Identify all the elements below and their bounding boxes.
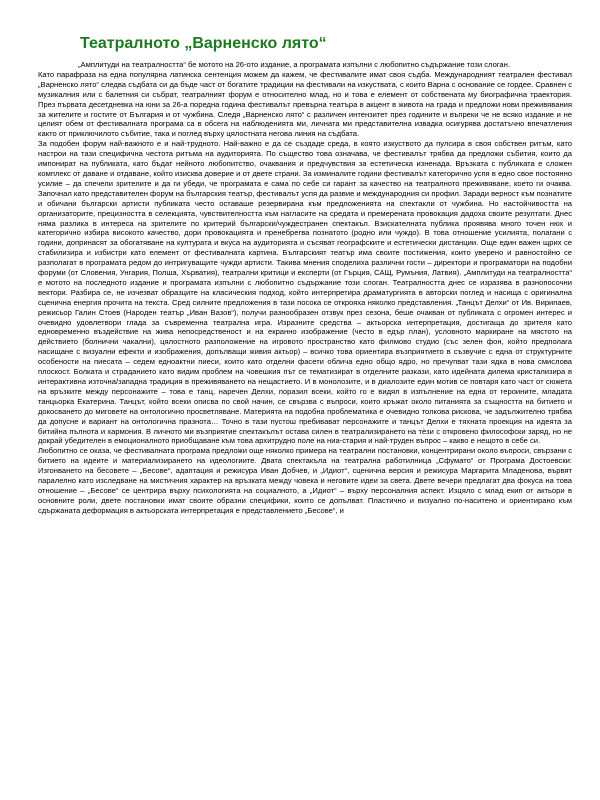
- article-body: [38, 60, 572, 516]
- article-title: Театралното „Варненско лято“: [80, 35, 327, 52]
- article-paragraph: „Амплитуди на театралността“ бе мотото на 26-ото издание, а програмата изпълни с любопитно съдържание този слоган.: [78, 60, 510, 69]
- article-paragraph: За подобен форум най-важното е и най-трудното. Най-важно е да се създаде среда, в която изкуството да пулсира в своя собствен ритъм, като настрои на тази специфична честота ритъма на аудиторията. По същество това означава, че фестивалът трябва да предложи събития, които да импонират на публиката, като бъдат нейното любопитство, очаквания и предчувствия за естетическа изненада. Връзката с публиката е сложен комплекс от даване и отдаване, който изисква доверие и от двете страни. За изминалите години фестивалът категорично успя в едно свое постоянно усилие – да спечели зрителите и да ги убеди, че програмата е сама по себе си гарант за качество на театралното преживяване, което ги очаква. Започнал като представителен форум на българския театър, фестивалът успя да развие и международния си профил. Заради верност към познатите и обичани български артисти публиката често оставаше резервирана към предложенията на спектакли от чужбина. Но настойчивостта на организаторите, прецизността в селекцията, чувствителността към нагласите на средата и премерената провокация дадоха своите резултати. Днес няма разлика в интереса на зрителите по критерий български/чуждестранен спектакъл. Взискателната публика проявява много точен нюх и категорично избира високото качество, дори провокацията и пренебрегва познатото (родно или чуждо). В това отношение усилията, полагани с години, допринасят за обогатяване на културата и вкуса на аудиторията и съсяват географските и естетически дистанции. Още един важен щрих се стабилизира и избистри като елемент от фестивалната картина. Българският театър има своите постижения, които уверено и равностойно се разполагат в програмата редом до интригуващите чужди артисти. Такива мнения споделиха различни гости – директори и програматори на подобни форуми (от Словения, Унгария, Полша, Хърватия), театрални критици и експерти (от Гърция, САЩ, Румъния, Латвия). „Амплитуди на театралността“ е мотото на последното издание и програмата изпълни с любопитно съдържание този слоган. Театралността днес се изразява в разнопосочни вектори. Разбира се, не изчезват образците на класическия подход, който интерпретира драматургията в авторски поглед и насища с оригинална сценична енергия прочита на текста. Сред силните предложения в тази посока се открояха няколко представления. „Танцът Делхи“ от Ив. Вирипаев, режисьор Галин Стоев (Народен театър „Иван Вазов“), получи разнообразен отзвук през сезона, беше очакван от публиката с огромен интерес и очевидно удовлетвори глада за съвременна театрална игра. Изразните средства – актьорска интерпретация, достигаща до зрителя като едновременно въздействие на жива непосредственост и на екранно изображение (често в едър план), условното маркиране на мястото на действието (болнични чакални), цялостното разположение на игровото пространство като филмово студио (със зелен фон, който предполага насищане с визуални ефекти и изображения, допълващи живия актьор) – всичко това ориентира възприятието в съзвучие с една от структурните особености на пиесата – седем едноактни пиеси, които като отделни фасети облича едно общо ядро, но пречупват тази ядка в нова смислова плоскост. Болката и страданието като видим проблем на човешкия път се тематизират в отделните разкази, като идейната дилема кристализира в интерактивна източна/западна традиция в преживяването на нещастието. И в монолозите, и в диалозите един мотив се повтаря като част от сюжета на връзките между персонажите – това е танц, наречен Делхи, поразил всеки, който го е видял в изпълнение на една от героините, младата танцьорка Екатерина. Танцът, който всеки описва по свой начин, се свързва с въпроси, които кръжат около питанията за същността на битието и докосването до миговете на онтологично просветляване. Материята на подобна проблематика е очевидно толкова рискова, че задължително трябва да допусне и вариант на онтологична празнота… Точно в тази пустош пребивават персонажите и танцът Делхи е тяхната проекция на идеята за битийна пълнота и хармония. В личното ми възприятие спектакълът остава силен в театрализирането на тѐзи с откровено философски заряд, но не докрай убедителен в емоционалното приобщаване към това архитрудно поле на ниа-стария и най-труден въпрос – какво е нещото в себе си.: [38, 139, 573, 446]
- article-paragraph: Като парафраза на една популярна латинска сентенция можем да кажем, че фестивалите имат своя съдба. Международният театрален фестивал „Варненско лято“ следва съдбата си да бъде част от богатите традиции на фестивали на изкуствата, с които Варна с основание се гордее. Сравнен с музикалния или с балетния си събрат, театралният форум е относително млад, но и това е елемент от собствената му биографична траектория. През първата десетдневка на юни за 26-а поредна година фестивалът превърна театъра в акцент в живота на града и предложи нови преживявания за жителите и гостите от България и от чужбина. Следя „Варненско лято“ с различен интензитет през годините и въпреки че не всяко издание и не целият обем от фестивалната програма са в обсега на наблюденията ми, личната ми представителна извадка осигурява достатъчно впечатления както от приключилото събитие, така и поглед върху цялостната негова линия на съдбата.: [38, 69, 572, 139]
- article-paragraph: Любопитно се оказа, че фестивалната програма предложи още няколко примера на театрални постановки, концентрирани около въпроси, свързани с битието на идеите и материализирането на идеологиите. Двата спектакъла на театрална работилница „Сфумато“ от Програма Достоевски: Изгонването на бесовете – „Бесове“, адаптация и режисура Иван Добчев, и „Идиот“, сценична версия и режисура Маргарита Младенова, вървят паралелно като изследване на мистичния характер на връзката между човека и неговите идеи за света. Двете вечери предлагат два фокуса на това отношение – „Бесове“ се центрира върху психологията на социалното, а „Идиот“ – върху персоналния аспект. Изцяло с млад екип от актьори в основните роли, двете постановки имат своите образни специфики, които се допълват. Пластично и визуално по-наситено и ориентирано към сдържаната деформация в актьорската интерпретация е представлението „Бесове“, и: [38, 446, 572, 515]
